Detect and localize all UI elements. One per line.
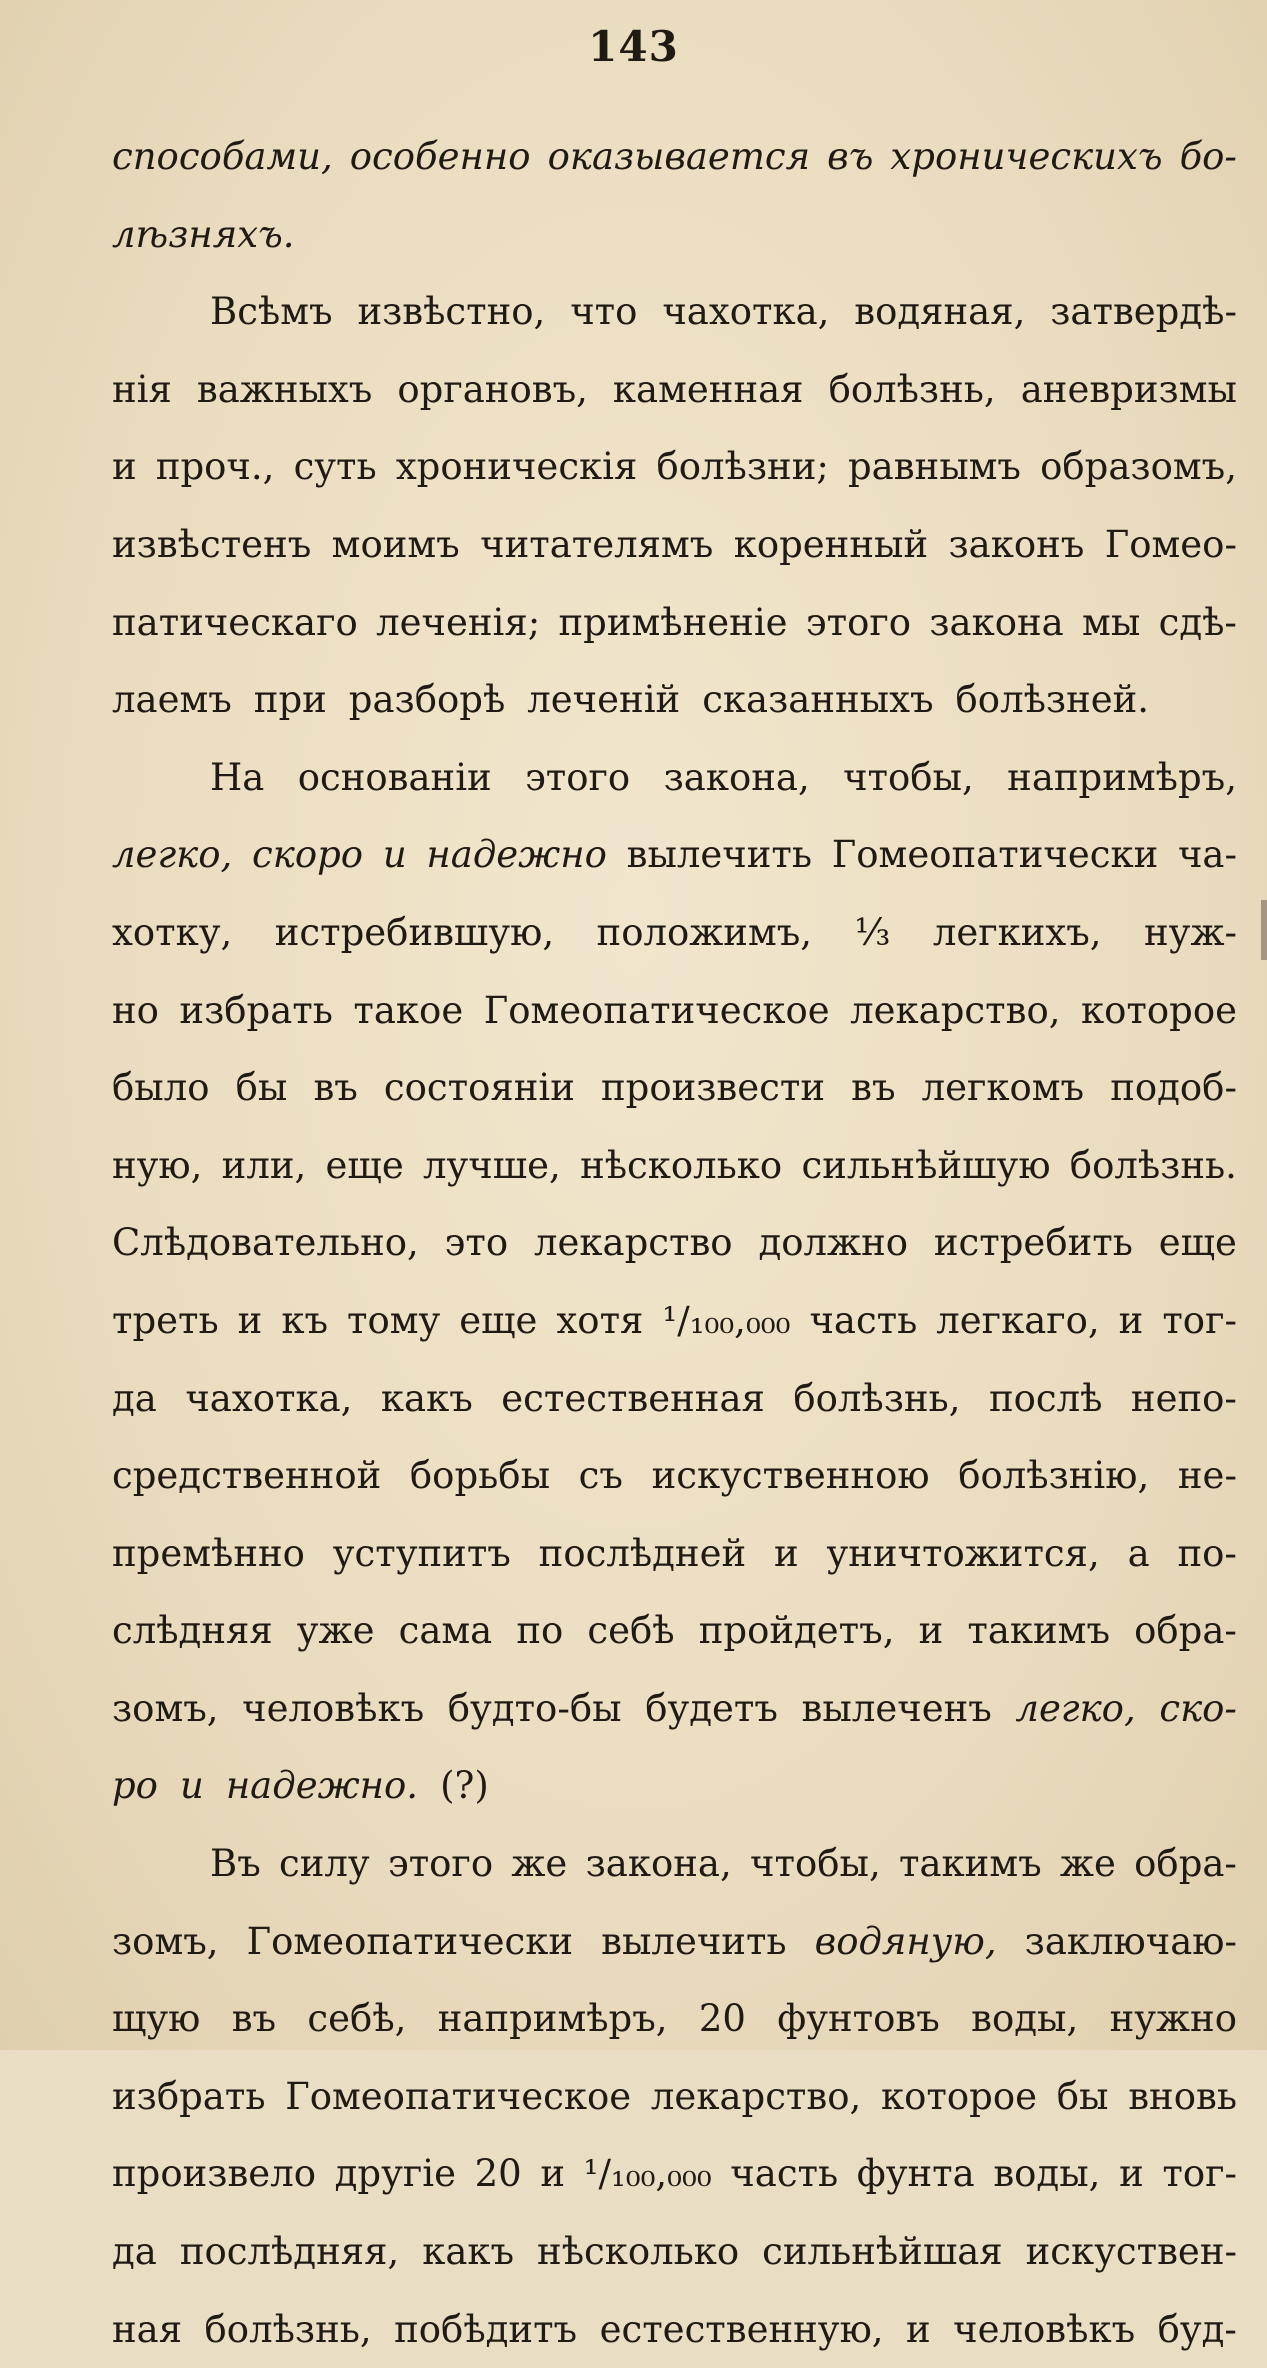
word: пройдетъ, (698, 1609, 895, 1653)
word: заключаю- (1024, 1919, 1237, 1963)
word: себѣ, (307, 1997, 407, 2041)
word: треть (112, 1298, 219, 1342)
word: истребить (933, 1221, 1133, 1265)
word: и (237, 1298, 263, 1342)
text-line (112, 1360, 1237, 1438)
word: чахотка, (185, 1376, 353, 1420)
word: хроническія (395, 445, 638, 489)
word: воды, (993, 2152, 1101, 2196)
word: и (1119, 2152, 1144, 2196)
word: въ (851, 1066, 896, 1110)
word: человѣкъ (242, 1686, 425, 1730)
word: Гомеопатически (246, 1919, 574, 1963)
word: Гомео- (1104, 522, 1237, 566)
word: обра- (1134, 1842, 1237, 1886)
word: такимъ (967, 1609, 1110, 1653)
word: аневризмы (1020, 367, 1237, 411)
word: законъ (948, 522, 1085, 566)
text-line (112, 1127, 1237, 1205)
text-line (112, 1515, 1237, 1593)
word: легко, (1015, 1686, 1136, 1730)
word: въ (827, 135, 874, 178)
word: человѣкъ (953, 2307, 1136, 2351)
word: по (516, 1609, 564, 1653)
word: же (1059, 1842, 1116, 1886)
word: каменная (612, 367, 804, 411)
word: другіе (334, 2152, 456, 2196)
word: что (570, 290, 638, 334)
page-number: 143 (588, 22, 679, 71)
word: нѣсколько (537, 2230, 740, 2274)
text-line (112, 1825, 1237, 1903)
word: часть (730, 2152, 839, 2196)
text-line (112, 428, 1237, 506)
text-line (112, 1980, 1237, 2058)
word: извѣстно, (357, 290, 546, 334)
word: это (444, 1221, 509, 1265)
word: ная (112, 2307, 183, 2351)
word: премѣнно (112, 1531, 305, 1575)
word: ¹/₁₀₀,₀₀₀ (583, 2152, 712, 2196)
word: мы (1082, 600, 1141, 644)
text-line (112, 351, 1237, 429)
word: хотку, (112, 910, 233, 954)
word: равнымъ (847, 445, 1021, 489)
word: скоро (252, 833, 364, 877)
text-line (112, 1204, 1237, 1282)
word: патическаго (112, 600, 358, 644)
word: Гомеопатически (831, 833, 1159, 877)
word: легко, (112, 833, 233, 877)
text-line (112, 2291, 1237, 2368)
word: будто-бы (447, 1686, 622, 1730)
word: хотя (556, 1298, 644, 1342)
word: произвести (600, 1066, 826, 1110)
word: послѣдняя, (179, 2230, 400, 2274)
word: уступитъ (332, 1531, 511, 1575)
word: напримѣръ, (1007, 755, 1237, 799)
word: (?) (440, 1764, 489, 1808)
word: 20 (698, 1997, 746, 2041)
text-line (112, 1670, 1237, 1748)
word: уже (296, 1609, 375, 1653)
word: особенно (349, 135, 531, 178)
word: которое (1080, 988, 1237, 1032)
word: и (773, 1531, 799, 1575)
text-line (112, 2135, 1237, 2213)
word: себѣ (587, 1609, 675, 1653)
text-line (112, 816, 1237, 894)
word: тому (346, 1298, 441, 1342)
word: болѣзнь. (1069, 1143, 1237, 1187)
word: напримѣръ, (437, 1997, 668, 2041)
word: На (210, 755, 265, 799)
word: закона, (663, 755, 810, 799)
word: положимъ, (596, 910, 813, 954)
word: этого (387, 1842, 494, 1886)
word: должно (758, 1221, 909, 1265)
word: суть (293, 445, 377, 489)
word: основаніи (297, 755, 492, 799)
text-line (112, 972, 1237, 1050)
text-line (112, 196, 1237, 274)
text-line (112, 1747, 1237, 1825)
word: легкаго, (936, 1298, 1100, 1342)
word: зомъ, (112, 1919, 219, 1963)
word: лекарство, (850, 988, 1061, 1032)
word: лѣзняхъ. (112, 212, 295, 256)
word: естественную, (599, 2307, 884, 2351)
word: къ (281, 1298, 328, 1342)
word: надежно. (225, 1764, 419, 1808)
word: нія (112, 367, 172, 411)
word: тог- (1162, 1298, 1237, 1342)
word: искуствен- (1025, 2230, 1237, 2274)
word: болѣзни; (656, 445, 829, 489)
text-line (112, 1049, 1237, 1127)
word: этого (805, 600, 912, 644)
word: легкомъ (921, 1066, 1085, 1110)
word: вылечить (626, 833, 813, 877)
word: буд- (1157, 2307, 1237, 2351)
word: и (906, 2307, 931, 2351)
word: обра- (1134, 1609, 1237, 1653)
word: вылеченъ (801, 1686, 992, 1730)
word: да (112, 1376, 157, 1420)
word: будетъ (645, 1686, 778, 1730)
text-line (112, 2213, 1237, 2291)
body-text (112, 118, 1237, 2368)
word: Гомеопатическое (285, 2074, 632, 2118)
word: состояніи (383, 1066, 575, 1110)
word: лекарство, (650, 2074, 862, 2118)
word: послѣдней (538, 1531, 747, 1575)
word: въ (231, 1997, 277, 2041)
word: важныхъ (196, 367, 373, 411)
word: Всѣмъ (210, 290, 333, 334)
text-line (112, 506, 1237, 584)
word: Слѣдовательно, (112, 1221, 419, 1265)
word: Гомеопатическое (483, 988, 830, 1032)
word: какъ (422, 2230, 515, 2274)
word: вылечить (601, 1919, 787, 1963)
word: разборѣ (348, 678, 506, 722)
word: произвело (112, 2152, 316, 2196)
word: бо- (1179, 135, 1237, 178)
word: было (112, 1066, 210, 1110)
word: болѣзнію, (958, 1454, 1150, 1498)
word: закона, (585, 1842, 732, 1886)
word: затвердѣ- (1050, 290, 1237, 334)
word: сказанныхъ (702, 678, 934, 722)
word: болѣзней. (955, 678, 1150, 722)
word: болѣзнь, (828, 367, 996, 411)
word: воды, (971, 1997, 1079, 2041)
word: сильнѣйшую (801, 1143, 1051, 1187)
word: послѣ (988, 1376, 1103, 1420)
word: часть (809, 1298, 918, 1342)
word: лаемъ (112, 678, 232, 722)
word: нужно (1109, 1997, 1237, 2041)
text-line (112, 1437, 1237, 1515)
word: примѣненіе (558, 600, 788, 644)
word: естественная (501, 1376, 765, 1420)
word: сама (398, 1609, 493, 1653)
word: чтобы, (750, 1842, 881, 1886)
text-line (112, 2058, 1237, 2136)
word: закона (929, 600, 1064, 644)
word: фунтовъ (777, 1997, 940, 2041)
word: ро (112, 1764, 158, 1808)
text-line (112, 584, 1237, 662)
word: непо- (1130, 1376, 1237, 1420)
word: образомъ, (1040, 445, 1237, 489)
word: какъ (380, 1376, 473, 1420)
word: ную, (112, 1143, 203, 1187)
word: этого (525, 755, 631, 799)
word: водяную, (814, 1919, 997, 1963)
word: да (112, 2230, 157, 2274)
word: еще (325, 1143, 404, 1187)
word: легкихъ, (932, 910, 1102, 954)
word: такое (353, 988, 464, 1032)
word: надежно (426, 833, 607, 877)
word: но (112, 988, 159, 1032)
word: леченія; (376, 600, 541, 644)
word: зомъ, (112, 1686, 219, 1730)
word: съ (578, 1454, 623, 1498)
word: искуственною (651, 1454, 930, 1498)
word: ско- (1159, 1686, 1237, 1730)
word: водяная, (854, 290, 1026, 334)
word: и (918, 1609, 944, 1653)
word: и (540, 2152, 565, 2196)
word: болѣзнь, (793, 1376, 961, 1420)
text-line (112, 273, 1237, 351)
word: по- (1177, 1531, 1237, 1575)
word: которое (881, 2074, 1038, 2118)
word: или, (221, 1143, 307, 1187)
word: способами, (112, 135, 333, 178)
text-line (112, 739, 1237, 817)
word: истребившую, (274, 910, 555, 954)
word: Въ (210, 1842, 261, 1886)
text-line (112, 1903, 1237, 1981)
word: чтобы, (843, 755, 974, 799)
word: избрать (179, 988, 333, 1032)
word: органовъ, (397, 367, 588, 411)
word: силу (279, 1842, 370, 1886)
word: при (253, 678, 327, 722)
word: проч., (155, 445, 275, 489)
word: и (112, 445, 137, 489)
word: и (382, 833, 407, 877)
word: щую (112, 1997, 201, 2041)
word: фунта (856, 2152, 975, 2196)
word: ча- (1177, 833, 1237, 877)
text-line (112, 1282, 1237, 1360)
word: уничтожится, (826, 1531, 1100, 1575)
word: лучше, (423, 1143, 561, 1187)
text-line (112, 1592, 1237, 1670)
word: болѣзнь, (204, 2307, 372, 2351)
word: сильнѣйшая (762, 2230, 1003, 2274)
word: моимъ (331, 522, 460, 566)
word: подоб- (1110, 1066, 1237, 1110)
word: хроническихъ (890, 135, 1163, 178)
word: побѣдитъ (394, 2307, 578, 2351)
word: ⅓ (854, 910, 891, 954)
word: бы (235, 1066, 288, 1110)
page-edge-shadow (1261, 900, 1267, 960)
word: и (1118, 1298, 1144, 1342)
word: бы (1056, 2074, 1109, 2118)
word: въ (313, 1066, 358, 1110)
word: и (179, 1764, 204, 1808)
text-line (112, 894, 1237, 972)
text-line (112, 661, 1237, 739)
word: лекарство (534, 1221, 733, 1265)
word: нѣсколько (580, 1143, 783, 1187)
word: еще (459, 1298, 538, 1342)
word: 20 (474, 2152, 522, 2196)
word: слѣдняя (112, 1609, 273, 1653)
word: нуж- (1144, 910, 1237, 954)
word: борьбы (409, 1454, 551, 1498)
text-line (112, 118, 1237, 196)
word: сдѣ- (1158, 600, 1237, 644)
word: чахотка, (662, 290, 830, 334)
word: такимъ (899, 1842, 1042, 1886)
word: извѣстенъ (112, 522, 312, 566)
word: избрать (112, 2074, 266, 2118)
word: а (1127, 1531, 1150, 1575)
word: читателямъ (480, 522, 714, 566)
word: ¹/₁₀₀,₀₀₀ (662, 1298, 791, 1342)
word: еще (1158, 1221, 1237, 1265)
word: же (511, 1842, 568, 1886)
word: не- (1177, 1454, 1237, 1498)
word: тог- (1162, 2152, 1237, 2196)
word: оказывается (547, 135, 811, 178)
word: вновь (1128, 2074, 1237, 2118)
word: средственной (112, 1454, 382, 1498)
word: леченій (527, 678, 681, 722)
word: коренный (733, 522, 929, 566)
